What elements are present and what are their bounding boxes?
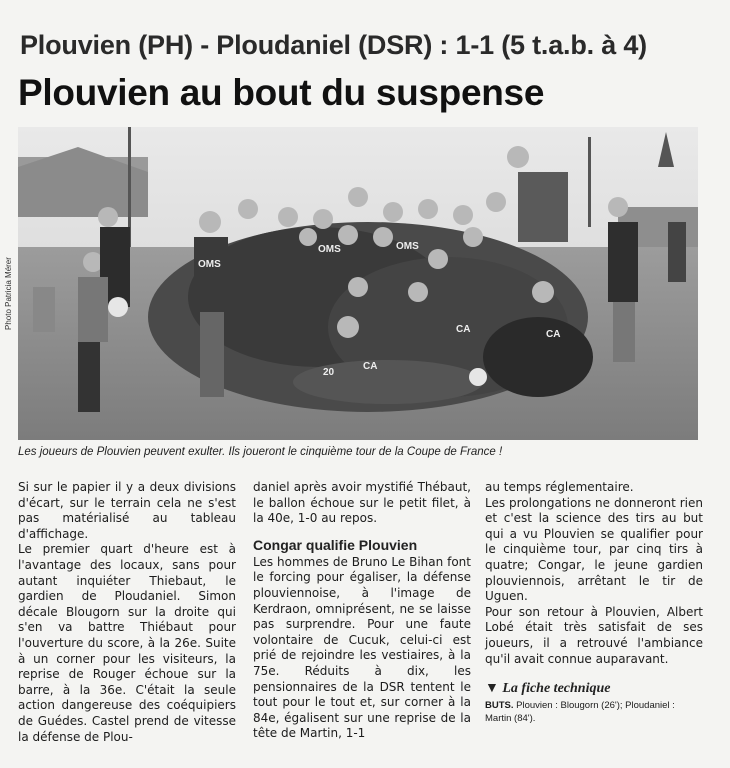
section-subhead: Congar qualifie Plouvien [253, 536, 418, 553]
paragraph: Le premier quart d'heure est à l'avantage des locaux, sans pour autant inquiéter Thiebaut, le gardien de Ploudaniel. Simon décale Blougorn sur la droite qui s'en va battre Thiébaut pour l'ouverture du score, à la 26e. Suite à un corner pour les visiteurs, la reprise de Rouger échoue sur la barre, à la 36e. C'était la seule action dangereuse des coéquipiers de Guédes. Castel prend de vitesse la défense de Plou- [18, 542, 236, 744]
shirt-label: OMS [318, 244, 341, 255]
paragraph: Si sur le papier il y a deux divisions d'écart, sur le terrain cela ne s'est pas matérialisé au tableau d'affichage. [18, 480, 236, 541]
article-headline: Plouvien au bout du suspense [18, 72, 545, 113]
team-photo [18, 127, 698, 440]
shirt-label: OMS [198, 259, 221, 270]
paragraph: daniel après avoir mystifié Thébaut, le ballon échoue sur le petit filet, à la 40e, 1-0 au repos. [253, 480, 471, 526]
shirt-label: CA [363, 361, 378, 372]
tech-text: Plouvien : Blougorn (26'); Ploudaniel : Martin (84'). [485, 699, 675, 724]
tech-sheet-heading: ▼ La fiche technique [485, 681, 611, 697]
tech-label: BUTS. [485, 699, 514, 711]
paragraph: Pour son retour à Plouvien, Albert Lobé était très satisfait de ses joueurs, il a retrouvé l'ambiance qu'il avait connue auparavant. [485, 604, 703, 666]
article-column-3 [485, 480, 703, 725]
tech-sheet-body [485, 699, 703, 725]
paragraph: au temps réglementaire. [485, 480, 634, 494]
shirt-label: CA [456, 324, 471, 335]
photo-caption: Les joueurs de Plouvien peuvent exulter. Ils joueront le cinquième tour de la Coupe de France ! [18, 446, 503, 458]
shirt-label: OMS [396, 241, 419, 252]
paragraph: Les prolongations ne donneront rien et c'est la science des tirs au but qui a vu Plouvien se qualifier pour le cinquième tour, par cinq tirs à quatre; Congar, le jeune gardien plouviennois, arrêtant le tir de Uguen. [485, 495, 703, 604]
photo-credit: Photo Patricia Mérer [4, 257, 13, 330]
article-column-1 [18, 480, 236, 745]
shirt-label: CA [546, 329, 561, 340]
article-kicker: Plouvien (PH) - Ploudaniel (DSR) : 1-1 (5 t.a.b. à 4) [20, 30, 647, 60]
article-column-2 [253, 480, 471, 742]
paragraph: Les hommes de Bruno Le Bihan font le forcing pour égaliser, la défense plouviennoise, à l'image de Kerdraon, omniprésent, ne se laisse pas surprendre. Pour une faute volontaire de Cucuk, celui-ci est prié de rejoindre les vestiaires, à la 75e. Réduits à dix, les pensionnaires de la DSR tentent le tout pour le tout et, sur corner à la 84e, égalisent sur une reprise de la tête de Martin, 1-1 [253, 554, 471, 741]
shirt-label: 20 [323, 367, 335, 378]
